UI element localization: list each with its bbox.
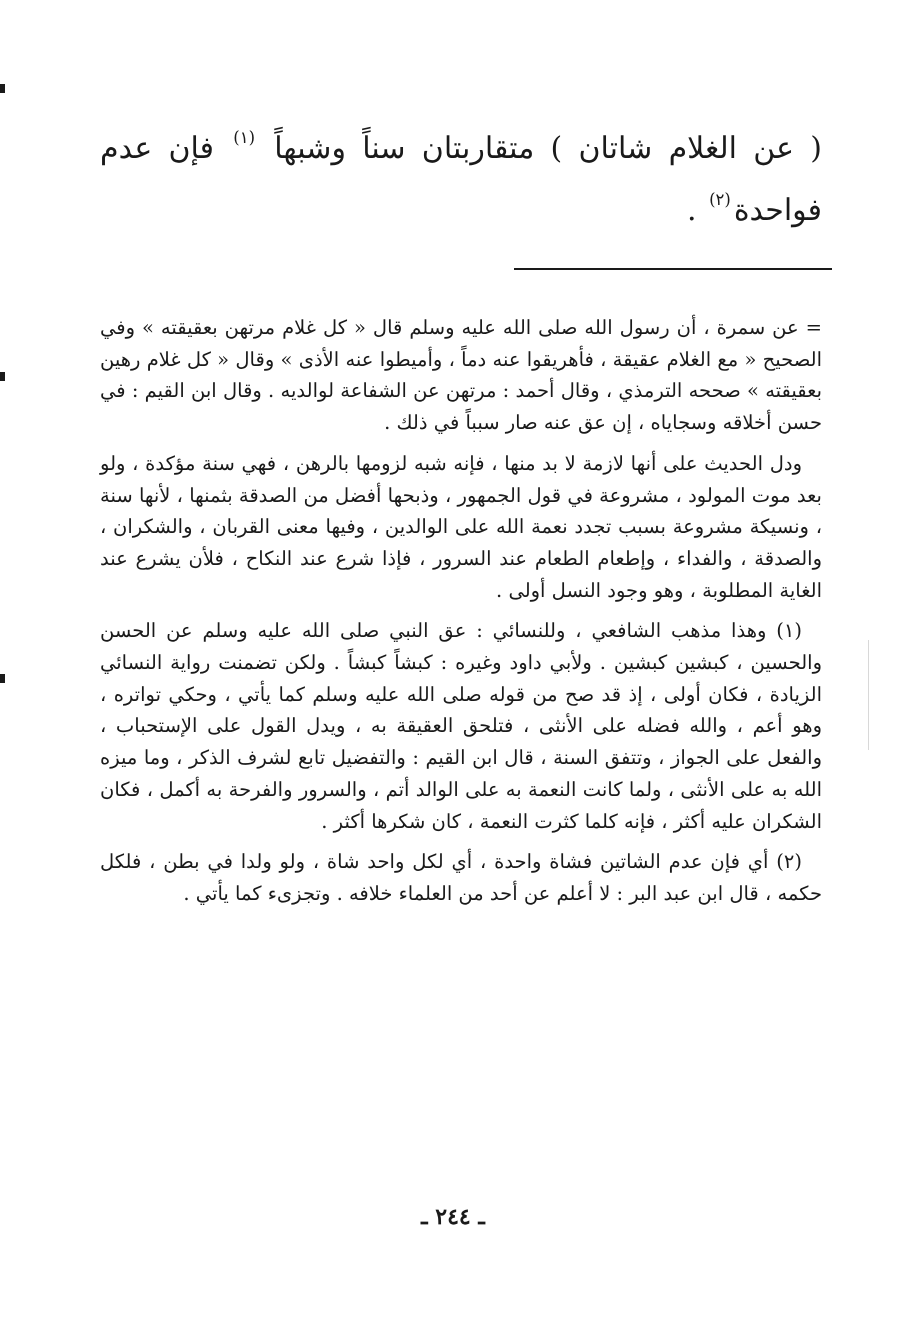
matn-text (100, 118, 822, 242)
matn-line-2: فواحدة (733, 193, 822, 228)
footnote-2: (٢) أي فإن عدم الشاتين فشاة واحدة ، أي لكل واحد شاة ، ولو ولدا في بطن ، فلكل حكمه ، قال ابن عبد البر : لا أعلم عن أحد من العلماء خلافه . وتجزىء كما يأتي . (100, 850, 822, 905)
footnote-ref-2: (٢) (709, 190, 731, 210)
margin-mark (0, 674, 5, 683)
page-number: ـ ٢٤٤ ـ (421, 1204, 485, 1230)
footnote-1: (١) وهذا مذهب الشافعي ، وللنسائي : عق النبي صلى الله عليه وسلم عن الحسن والحسين ، كبشين كبشين . ولأبي داود وغيره : كبشاً كبشاً . ولكن تضمنت رواية النسائي الزيادة ، فكان أولى ، إذ قد صح من قوله صلى الله عليه وسلم كما يأتي ، وحكي تواتره ، وهو أعم ، والله فضله على الأنثى ، فتلحق العقيقة به ، ويدل القول على الإستحباب ، والفعل على الجواز ، وتتفق السنة ، قال ابن القيم : والتفضيل تابع لشرف الذكر ، وما ميزه الله به على الأنثى ، ولما كانت النعمة به على الوالد أتم ، والسرور والفرحة به أكمل ، فكان الشكران عليه أكثر ، فإنه كلما كثرت النعمة ، كان شكرها أكثر . (100, 619, 822, 833)
matn-line-1: ( عن الغلام شاتان ) متقاربتان سناً وشبهاً (274, 131, 822, 166)
margin-mark (0, 372, 5, 381)
margin-mark (0, 84, 5, 93)
footnote-ref-1: (١) (233, 128, 256, 148)
footnote-continuation: = عن سمرة ، أن رسول الله صلى الله عليه وسلم قال « كل غلام مرتهن بعقيقته » وفي الصحيح « مع الغلام عقيقة ، فأهريقوا عنه دماً ، وأميطوا عنه الأذى » وقال « كل غلام رهين بعقيقته » صححه الترمذي ، وقال أحمد : مرتهن عن الشفاعة لوالديه . وقال ابن القيم : في حسن أخلاقه وسجاياه ، إن عق عنه صار سبباً في ذلك . (100, 316, 822, 435)
scan-edge-line (868, 640, 869, 750)
matn-line-2-end: . (686, 193, 697, 228)
footnote-paragraph: ودل الحديث على أنها لازمة لا بد منها ، فإنه شبه لزومها بالرهن ، فهي سنة مؤكدة ، ولو بعد موت المولود ، مشروعة في قول الجمهور ، وذبحها أفضل من الصدقة بثمنها ، لأنها سنة ، ونسيكة مشروعة بسبب تجدد نعمة الله على الوالدين ، وفيها معنى القربان ، والشكران ، والصدقة ، والفداء ، وإطعام الطعام عند السرور ، فإذا شرع عند النكاح ، فلأن يشرع عند الغاية المطلوبة ، وهو وجود النسل أولى . (100, 451, 822, 602)
footnotes (100, 312, 822, 919)
footnote-divider (514, 268, 832, 270)
matn-line-1-end: فإن عدم (100, 131, 214, 166)
